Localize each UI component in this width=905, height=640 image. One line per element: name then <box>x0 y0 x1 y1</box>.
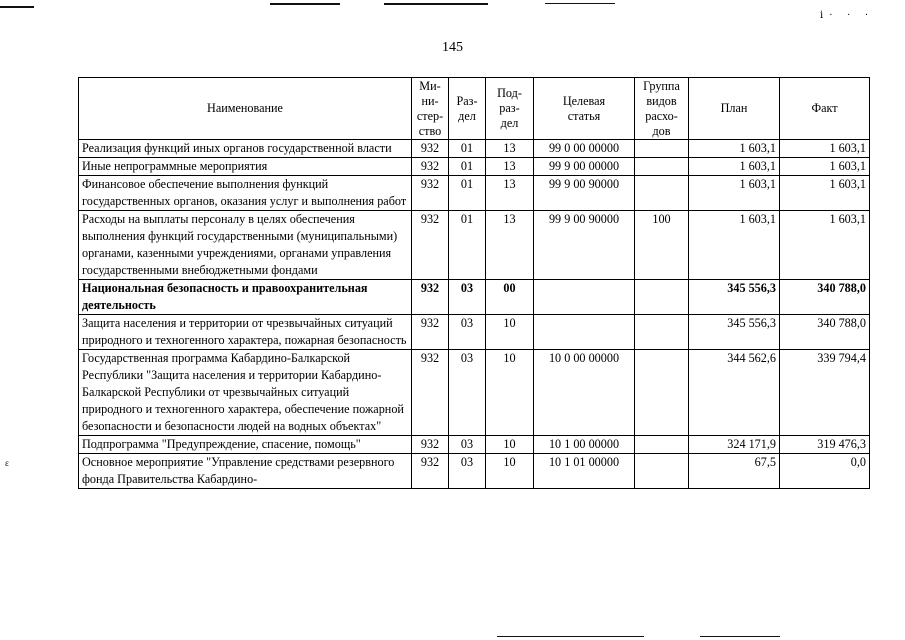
table-row <box>79 176 870 211</box>
scan-artifact-line <box>384 3 488 5</box>
cell-plan: 1 603,1 <box>689 211 780 280</box>
cell-ministry: 932 <box>412 211 449 280</box>
cell-plan: 345 556,3 <box>689 280 780 315</box>
cell-target: 99 9 00 90000 <box>534 176 635 211</box>
cell-plan: 1 603,1 <box>689 140 780 158</box>
cell-target <box>534 315 635 350</box>
margin-mark: ε <box>5 458 9 468</box>
scan-corner-marks: ⅰ· · · <box>820 10 875 21</box>
cell-name: Финансовое обеспечение выполнения функций государственных органов, оказания услуг и выполнения работ <box>79 176 412 211</box>
cell-ministry: 932 <box>412 454 449 489</box>
cell-plan: 345 556,3 <box>689 315 780 350</box>
cell-group: 100 <box>635 211 689 280</box>
cell-section: 01 <box>449 176 486 211</box>
header-name: Наименование <box>79 78 412 140</box>
header-plan: План <box>689 78 780 140</box>
table-row <box>79 158 870 176</box>
header-subsection: Под- раз- дел <box>486 78 534 140</box>
table-row <box>79 280 870 315</box>
page-number: 145 <box>442 40 463 55</box>
cell-group <box>635 436 689 454</box>
cell-fact: 340 788,0 <box>780 280 870 315</box>
cell-subsection: 10 <box>486 315 534 350</box>
cell-group <box>635 315 689 350</box>
cell-subsection: 13 <box>486 158 534 176</box>
cell-name: Реализация функций иных органов государственной власти <box>79 140 412 158</box>
cell-ministry: 932 <box>412 140 449 158</box>
cell-group <box>635 140 689 158</box>
cell-fact: 1 603,1 <box>780 140 870 158</box>
scan-artifact-line <box>497 636 644 637</box>
cell-target: 10 0 00 00000 <box>534 350 635 436</box>
header-group: Группа видов расхо- дов <box>635 78 689 140</box>
cell-fact: 1 603,1 <box>780 176 870 211</box>
cell-plan: 1 603,1 <box>689 158 780 176</box>
cell-plan: 67,5 <box>689 454 780 489</box>
cell-ministry: 932 <box>412 176 449 211</box>
cell-target: 99 0 00 00000 <box>534 140 635 158</box>
cell-name: Основное мероприятие "Управление средствами резервного фонда Правительства Кабардино- <box>79 454 412 489</box>
cell-section: 03 <box>449 315 486 350</box>
table-row <box>79 315 870 350</box>
cell-section: 03 <box>449 350 486 436</box>
table-row <box>79 211 870 280</box>
cell-fact: 0,0 <box>780 454 870 489</box>
header-target: Целевая статья <box>534 78 635 140</box>
table-row <box>79 454 870 489</box>
table-row <box>79 436 870 454</box>
cell-subsection: 00 <box>486 280 534 315</box>
table-row <box>79 140 870 158</box>
cell-ministry: 932 <box>412 350 449 436</box>
cell-subsection: 10 <box>486 436 534 454</box>
cell-section: 01 <box>449 158 486 176</box>
cell-group <box>635 158 689 176</box>
cell-subsection: 13 <box>486 211 534 280</box>
cell-plan: 344 562,6 <box>689 350 780 436</box>
cell-section: 03 <box>449 436 486 454</box>
cell-fact: 1 603,1 <box>780 158 870 176</box>
cell-name: Иные непрограммные мероприятия <box>79 158 412 176</box>
cell-fact: 340 788,0 <box>780 315 870 350</box>
cell-target: 99 9 00 90000 <box>534 211 635 280</box>
cell-target: 99 9 00 00000 <box>534 158 635 176</box>
scan-artifact-line <box>545 3 615 4</box>
header-ministry: Ми- ни- стер- ство <box>412 78 449 140</box>
cell-section: 01 <box>449 211 486 280</box>
cell-subsection: 13 <box>486 140 534 158</box>
cell-target <box>534 280 635 315</box>
scan-artifact-line <box>700 636 780 637</box>
cell-name: Защита населения и территории от чрезвычайных ситуаций природного и техногенного характера, пожарная безопасность <box>79 315 412 350</box>
cell-ministry: 932 <box>412 280 449 315</box>
cell-section: 03 <box>449 280 486 315</box>
cell-ministry: 932 <box>412 436 449 454</box>
cell-name: Государственная программа Кабардино-Балкарской Республики "Защита населения и территории Кабардино-Балкарской Республики от чрезвычайных ситуаций природного и техногенного характера, обеспечение пожарной безопасности и безопасности людей на водных объектах" <box>79 350 412 436</box>
header-fact: Факт <box>780 78 870 140</box>
cell-subsection: 13 <box>486 176 534 211</box>
cell-plan: 1 603,1 <box>689 176 780 211</box>
cell-group <box>635 454 689 489</box>
cell-section: 01 <box>449 140 486 158</box>
header-section: Раз- дел <box>449 78 486 140</box>
cell-subsection: 10 <box>486 350 534 436</box>
cell-name: Подпрограмма "Предупреждение, спасение, помощь" <box>79 436 412 454</box>
cell-subsection: 10 <box>486 454 534 489</box>
cell-target: 10 1 01 00000 <box>534 454 635 489</box>
cell-group <box>635 350 689 436</box>
cell-group <box>635 176 689 211</box>
scan-artifact-line <box>270 3 340 5</box>
cell-fact: 319 476,3 <box>780 436 870 454</box>
cell-ministry: 932 <box>412 158 449 176</box>
cell-target: 10 1 00 00000 <box>534 436 635 454</box>
cell-fact: 339 794,4 <box>780 350 870 436</box>
cell-name: Национальная безопасность и правоохранительная деятельность <box>79 280 412 315</box>
cell-group <box>635 280 689 315</box>
cell-section: 03 <box>449 454 486 489</box>
cell-ministry: 932 <box>412 315 449 350</box>
cell-name: Расходы на выплаты персоналу в целях обеспечения выполнения функций государственными (муниципальными) органами, казенными учреждениями, органами управления государственными внебюджетными фондами <box>79 211 412 280</box>
table-header-row <box>79 78 870 140</box>
cell-plan: 324 171,9 <box>689 436 780 454</box>
table-row <box>79 350 870 436</box>
cell-fact: 1 603,1 <box>780 211 870 280</box>
budget-table <box>78 77 870 489</box>
scan-artifact-line <box>0 6 34 8</box>
